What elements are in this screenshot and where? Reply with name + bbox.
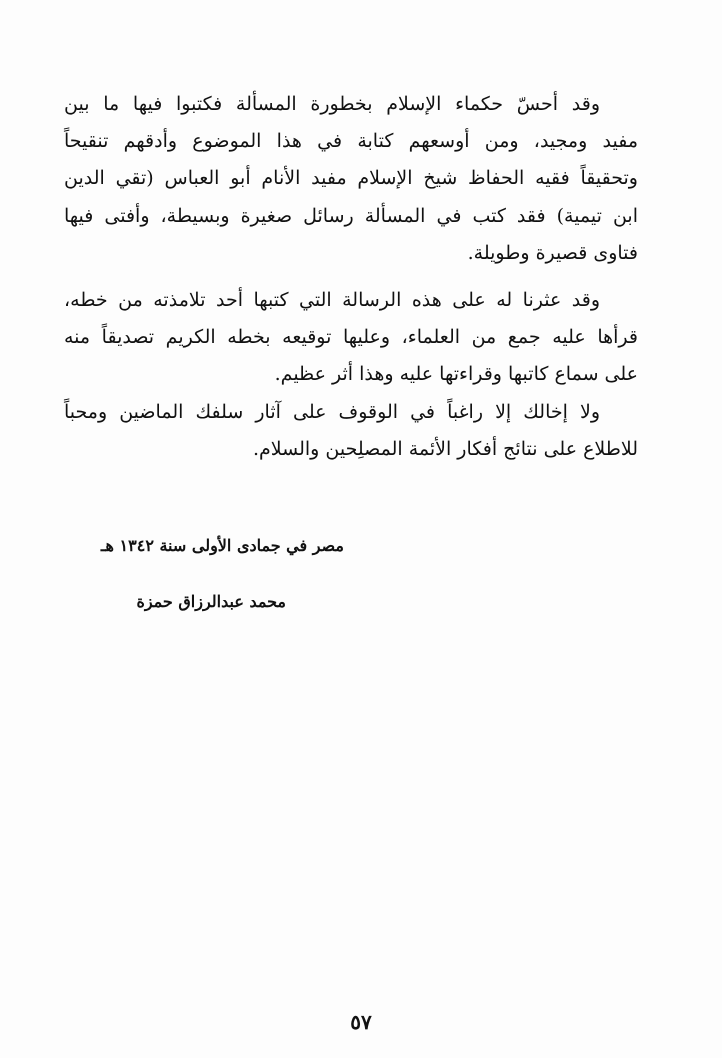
paragraph-1: [64, 86, 638, 272]
signature-name: محمد عبدالرزاق حمزة: [136, 592, 286, 611]
paragraph-2: [64, 282, 638, 394]
paragraph-line: وتحقيقاً فقيه الحفاظ شيخ الإسلام مفيد الأنام أبو العباس (تقي الدين: [64, 167, 638, 190]
paragraph-line: وقد عثرنا له على هذه الرسالة التي كتبها أحد تلامذته من خطه،: [64, 289, 600, 311]
signature-date: مصر في جمادى الأولى سنة ١٣٤٢ هـ: [100, 536, 344, 555]
paragraph-line: فتاوى قصيرة وطويلة.: [467, 241, 638, 264]
paragraph-line: ولا إخالك إلا راغباً في الوقوف على آثار سلفك الماضين ومحباً: [64, 401, 600, 423]
paragraph-line: على سماع كاتبها وقراءتها عليه وهذا أثر عظيم.: [274, 363, 638, 386]
paragraph-line: ابن تيمية) فقد كتب في المسألة رسائل صغيرة وبسيطة، وأفتى فيها: [64, 204, 638, 227]
paragraph-3: [64, 394, 638, 468]
page-number: ٥٧: [350, 1010, 372, 1034]
paragraph-line: للاطلاع على نتائج أفكار الأئمة المصلِحين والسلام.: [253, 438, 638, 461]
paragraph-line: قرأها عليه جمع من العلماء، وعليها توقيعه بخطه الكريم تصديقاً منه: [64, 326, 638, 349]
paragraph-line: وقد أحسّ حكماء الإسلام بخطورة المسألة فكتبوا فيها ما بين: [64, 93, 600, 115]
paragraph-line: مفيد ومجيد، ومن أوسعهم كتابة في هذا الموضوع وأدقهم تنقيحاً: [64, 130, 638, 153]
